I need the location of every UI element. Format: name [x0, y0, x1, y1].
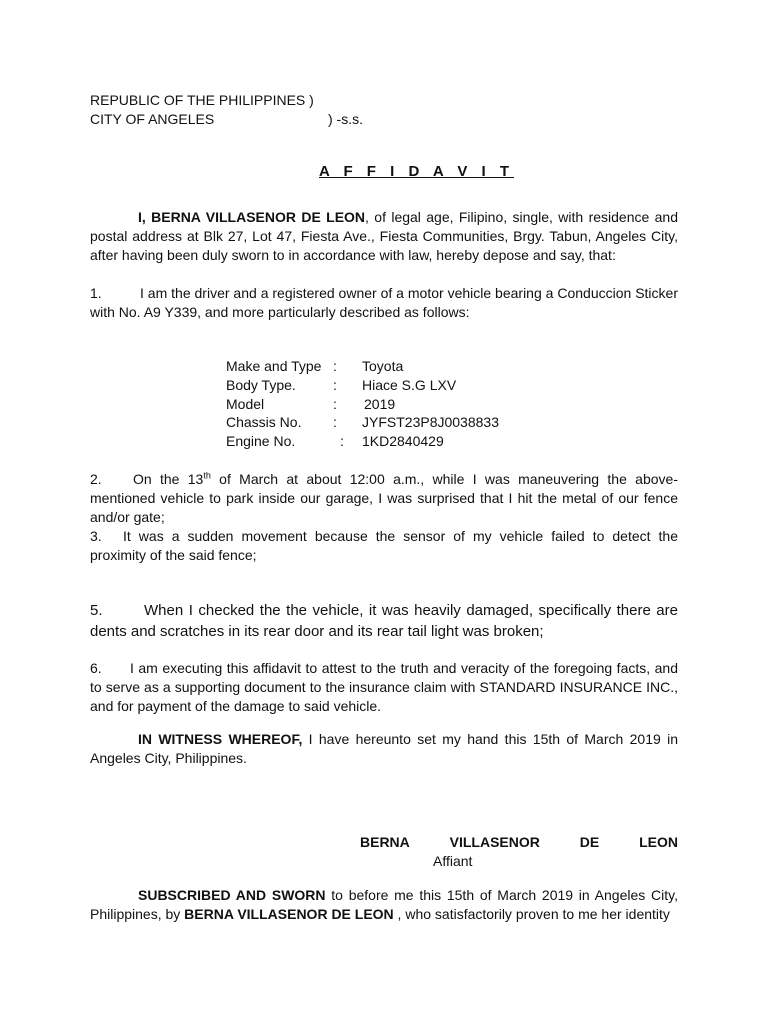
para2-pre: On the 13	[133, 471, 204, 487]
witness-text: I have hereunto set my hand this 15th of March 2019 in Angeles City, Philippines.	[90, 731, 678, 766]
vehicle-sep: :	[333, 396, 337, 412]
witness-paragraph	[90, 730, 678, 768]
vehicle-value: 1KD2840429	[362, 433, 444, 449]
vehicle-label: Chassis No.	[226, 414, 302, 430]
vehicle-value: JYFST23P8J0038833	[362, 414, 499, 430]
header-ss: ) -s.s.	[328, 111, 363, 127]
para1-text: I am the driver and a registered owner of a motor vehicle bearing a Conduccion Sticker with No. A9 Y339, and more particularly described as follows:	[90, 285, 678, 320]
paragraph-6	[90, 659, 678, 716]
paragraph-2	[90, 470, 678, 527]
jurat-name: BERNA VILLASENOR DE LEON	[184, 906, 394, 922]
affiant-name: I, BERNA VILLASENOR DE LEON	[138, 209, 366, 225]
para3-number: 3.	[90, 528, 102, 544]
intro-paragraph	[90, 208, 678, 265]
signature-word: DE	[579, 834, 600, 850]
signature-word: VILLASENOR	[449, 834, 540, 850]
jurat-text-2: , who satisfactorily proven to me her identity	[393, 906, 670, 922]
vehicle-sep: :	[333, 414, 337, 430]
paragraph-5	[90, 600, 678, 642]
vehicle-sep: :	[333, 377, 337, 393]
jurat-bold: SUBSCRIBED AND SWORN	[138, 887, 326, 903]
document-title: A F F I D A V I T	[319, 163, 514, 180]
jurat-text-1: to before me this 15th of March 2019 in Angeles City, Philippines, by	[90, 887, 678, 922]
jurat-paragraph	[90, 886, 678, 924]
vehicle-label: Body Type.	[226, 377, 296, 393]
vehicle-sep: :	[333, 358, 337, 374]
signature-word: BERNA	[360, 834, 410, 850]
signature-role: Affiant	[433, 853, 473, 869]
para1-number: 1.	[90, 285, 102, 301]
para2-sup: th	[203, 470, 211, 481]
para3-text: It was a sudden movement because the sensor of my vehicle failed to detect the proximity of the said fence;	[90, 528, 678, 563]
paragraph-1	[90, 284, 678, 322]
vehicle-label: Make and Type	[226, 358, 322, 374]
witness-bold: IN WITNESS WHEREOF,	[138, 731, 303, 747]
para2-number: 2.	[90, 471, 102, 487]
signature-name	[360, 833, 678, 852]
para5-number: 5.	[90, 602, 103, 619]
paragraph-3	[90, 527, 678, 565]
vehicle-value: 2019	[364, 396, 396, 412]
vehicle-label: Model	[226, 396, 265, 412]
para6-number: 6.	[90, 660, 102, 676]
header-city: CITY OF ANGELES	[90, 111, 215, 127]
vehicle-label: Engine No.	[226, 433, 296, 449]
intro-text: , of legal age, Filipino, single, with residence and postal address at Blk 27, Lot 47, Fiesta Ave., Fiesta Communities, Brgy. Tabun, Angeles City, after having been duly sworn to in accordance with law, hereby depose and say, that:	[90, 209, 678, 263]
header-republic: REPUBLIC OF THE PHILIPPINES )	[90, 92, 314, 108]
vehicle-sep: :	[340, 433, 344, 449]
para5-text: When I checked the the vehicle, it was heavily damaged, specifically there are dents and scratches in its rear door and its rear tail light was broken;	[90, 602, 678, 640]
para2-text: of March at about 12:00 a.m., while I was maneuvering the above-mentioned vehicle to park inside our garage, I was surprised that I hit the metal of our fence and/or gate;	[90, 471, 678, 525]
vehicle-value: Toyota	[362, 358, 404, 374]
signature-word: LEON	[639, 834, 678, 850]
para6-text: I am executing this affidavit to attest to the truth and veracity of the foregoing facts, and to serve as a supporting document to the insurance claim with STANDARD INSURANCE INC., and for payment of the damage to said vehicle.	[90, 660, 678, 714]
vehicle-value: Hiace S.G LXV	[362, 377, 457, 393]
